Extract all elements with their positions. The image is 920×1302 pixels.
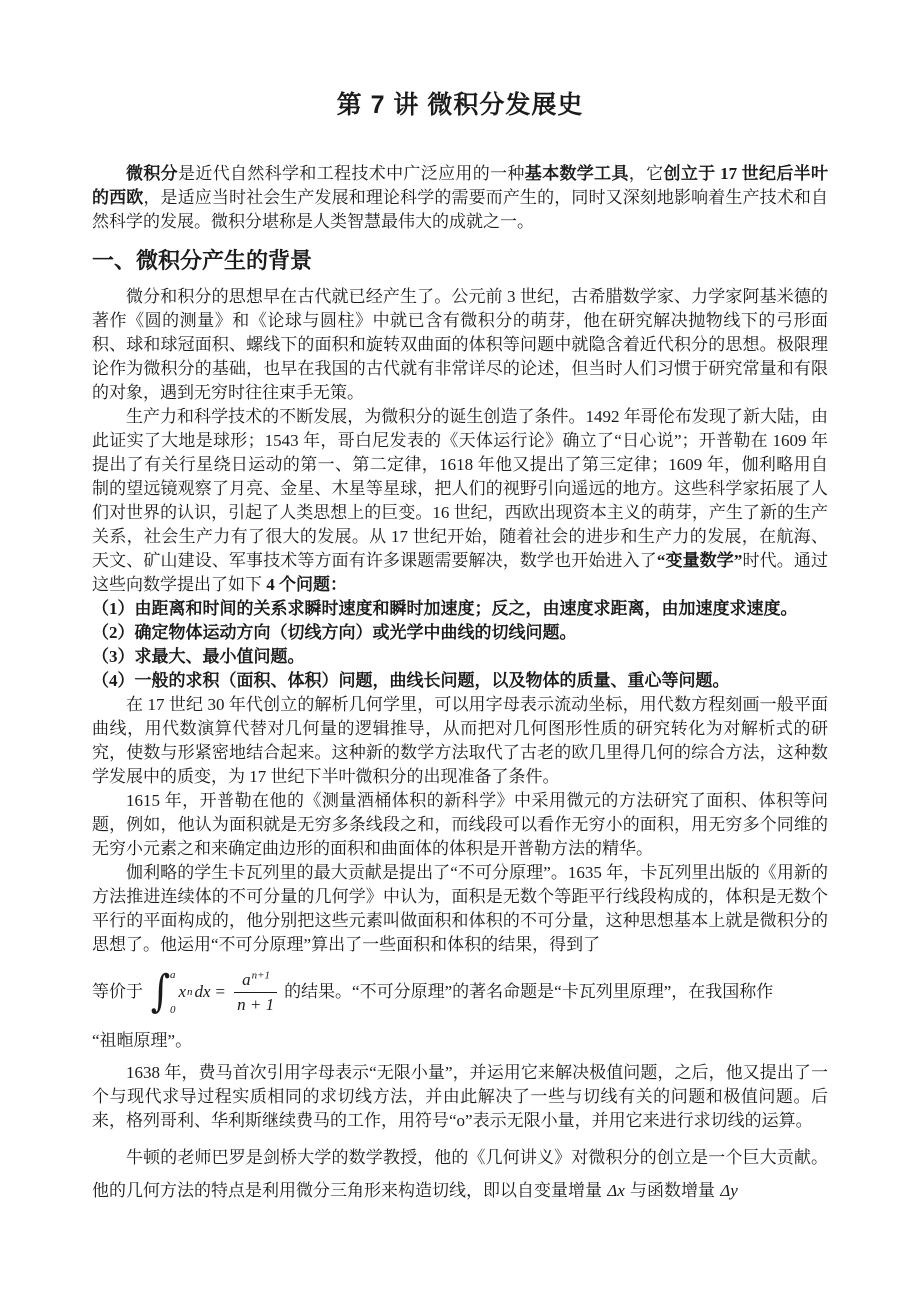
text-run: 牛顿的老师巴罗是剑桥大学的数学教授，他的《几何讲义》对微积分的创立是一个巨大贡献。他的几何方法的特点是利用微分三角形来构造切线，即以自变量增量 <box>92 1148 828 1200</box>
problem-list-item-2 <box>92 621 828 645</box>
problem-list-item-3 <box>92 645 828 669</box>
text-run: 生产力和科学技术的不断发展，为微积分的诞生创造了条件。1492 年哥伦布发现了新大陆，由此证实了大地是球形；1543 年，哥白尼发表的《天体运行论》确立了“日心说”；开普勒在 1609 年提出了有关行星绕日运动的第一、第二定律，1618 年他又提出了第三定律；1609 年，伽利略用自制的望远镜观察了月亮、金星、木星等星球，把人们的视野引向遥远的地方。这些科学家拓展了人们对世界的认识，引起了人类思想上的巨变。16 世纪，西欧出现资本主义的萌芽，产生了新的生产关系，社会生产力有了很大的发展。从 17 世纪开始，随着社会的进步和生产力的发展，在航海、天文、矿山建设、军事技术等方面有许多课题需要解决，数学也开始进入了 <box>92 407 828 570</box>
integral-limits <box>170 967 176 1018</box>
fraction-numerator-base: a <box>242 969 251 989</box>
text-run: （3）求最大、最小值问题。 <box>92 647 305 666</box>
text-run: ，它 <box>628 164 664 183</box>
text-run: （2）确定物体运动方向（切线方向）或光学中曲线的切线问题。 <box>92 623 577 642</box>
document-title <box>92 88 828 122</box>
problem-list-item-1 <box>92 597 828 621</box>
text-run: （1）由距离和时间的关系求瞬时速度和瞬时加速度；反之，由速度求距离，由加速度求速度。 <box>92 599 798 618</box>
paragraph-kepler <box>92 789 828 861</box>
fraction-numerator-exponent: n+1 <box>251 969 271 982</box>
text-run: “变量数学” <box>656 551 743 570</box>
text-run: 是近代自然科学和工程技术中广泛应用的一种 <box>178 164 525 183</box>
text-run: 在 17 世纪 30 年代创立的解析几何学里，可以用字母表示流动坐标，用代数方程刻画一般平面曲线，用代数演算代替对几何量的逻辑推导，从而把对几何图形性质的研究转化为对解析式的研究，使数与形紧密地结合起来。这种新的数学方法取代了古老的欧几里得几何的综合方法，这种数学发展中的质变，为 17 世纪下半叶微积分的出现准备了条件。 <box>92 695 828 786</box>
text-run: 的结果。“不可分原理”的著名命题是“卡瓦列里原理”，在我国称作 <box>284 982 774 1001</box>
equals-sign: = <box>215 982 226 1001</box>
fraction <box>234 970 277 1014</box>
integral-glyph: ∫ <box>150 966 171 1017</box>
integral-lower-limit: 0 <box>169 1003 176 1016</box>
paragraph-fermat <box>92 1061 828 1133</box>
paragraph-scientific-context <box>92 405 828 597</box>
document-body <box>92 88 828 1207</box>
formula-paragraph: 等价于 ∫ a 0 x n dx = $\frac{a^{n+1}}{n + 1}$ 的结果。“不可分原理”的著名命题是“卡瓦列里原理”，在我国称作 <box>92 966 774 1017</box>
problem-list-item-4 <box>92 669 828 693</box>
text-run: （4）一般的求积（面积、体积）问题，曲线长问题，以及物体的质量、重心等问题。 <box>92 671 730 690</box>
text-run: 基本数学工具 <box>524 164 629 183</box>
text-run: 1638 年，费马首次引用字母表示“无限小量”，并运用它来解决极值问题，之后，他又提出了一个与现代求导过程实质相同的求切线方法，并由此解决了一些与切线有关的问题和极值问题。后来，格列哥利、华利斯继续费马的工作，用符号“o”表示无限小量，并用它来进行求切线的运算。 <box>92 1063 828 1130</box>
math-symbol: Δy <box>720 1181 738 1200</box>
integral-upper-limit: a <box>169 968 176 981</box>
text-run: 微分和积分的思想早在古代就已经产生了。公元前 3 世纪，古希腊数学家、力学家阿基米德的著作《圆的测量》和《论球与圆柱》中就已含有微积分的萌芽，他在研究解决抛物线下的弓形面积、球和球冠面积、螺线下的面积和旋转双曲面的体积等问题中就隐含着近代积分的思想。极限理论作为微积分的基础，也早在我国的古代就有非常详尽的论述，但当时人们习惯于研究常量和有限的对象，遇到无穷时往往束手无策。 <box>92 287 828 402</box>
text-run: 一、微积分产生的背景 <box>92 248 313 273</box>
fraction-denominator: n + 1 <box>237 994 275 1014</box>
intro-paragraph <box>92 162 828 234</box>
paragraph-analytic-geometry <box>92 693 828 789</box>
text-run: 等价于 <box>92 982 143 1001</box>
text-run: 时代。通过这些向数学提出了如下 <box>92 551 829 594</box>
paragraph-cavalieri <box>92 861 828 957</box>
text-run: ，是适应当时社会生产发展和理论科学的需要而产生的，同时又深刻地影响着生产技术和自然科学的发展。微积分堪称是人类智慧最伟大的成就之一。 <box>92 188 829 231</box>
text-run: 伽利略的学生卡瓦列里的最大贡献是提出了“不可分原理”。1635 年，卡瓦列里出版的《用新的方法推进连续体的不可分量的几何学》中认为，面积是无数个等距平行线段构成的，体积是无数个平行的平面构成的，他分别把这些元素叫做面积和体积的不可分量，这种思想基本上就是微积分的思想了。他运用“不可分原理”算出了一些面积和体积的结果，得到了 <box>92 863 828 954</box>
math-symbol: dx <box>194 982 211 1001</box>
paragraph-zugeng <box>92 1029 828 1053</box>
text-run: 4 个问题： <box>266 575 347 594</box>
paragraph-ancient-origins <box>92 285 828 405</box>
text-run: 创立于 17 世纪后半叶的西欧 <box>92 164 829 207</box>
text-run: 1615 年，开普勒在他的《测量酒桶体积的新科学》中采用微元的方法研究了面积、体积等问题，例如，他认为面积就是无穷多条线段之和，而线段可以看作无穷小的面积，用无穷多个同维的无穷小元素之和来确定曲边形的面积和曲面体的体积是开普勒方法的精华。 <box>92 791 828 858</box>
fraction-numerator <box>234 970 277 993</box>
integral-symbol <box>149 967 175 1018</box>
text-run: 第 7 讲 微积分发展史 <box>336 91 584 119</box>
math-symbol: x <box>178 982 186 1001</box>
text-run: 与函数增量 <box>625 1181 720 1200</box>
math-symbol: Δx <box>607 1181 625 1200</box>
paragraph-barrow <box>92 1141 828 1207</box>
text-run: 微积分 <box>126 164 179 183</box>
section-heading <box>92 247 828 275</box>
text-run: “祖暅原理”。 <box>92 1031 193 1050</box>
